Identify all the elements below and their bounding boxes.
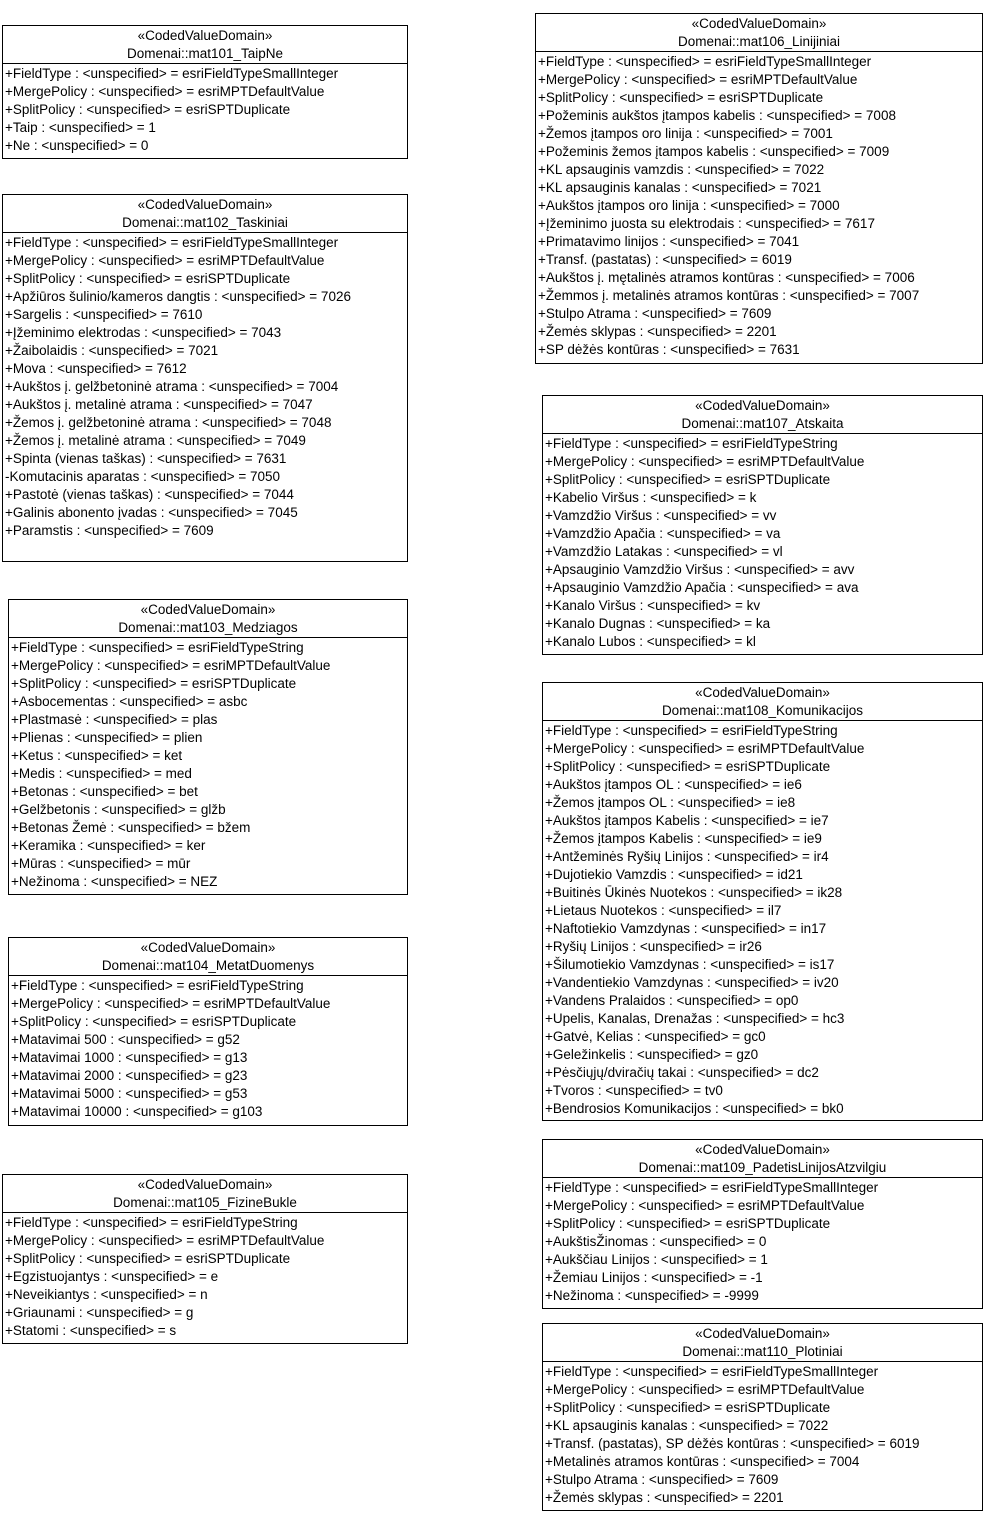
domain-stereotype: «CodedValueDomain»	[695, 398, 830, 413]
attribute-row: +Šilumotiekio Vamzdynas : <unspecified> = is17	[545, 957, 835, 972]
attribute-row: +SplitPolicy : <unspecified> = esriSPTDuplicate	[11, 676, 297, 691]
attribute-row: +Buitinės Ūkinės Nuotekos : <unspecified> = ik28	[545, 885, 843, 900]
attribute-row: +Bendrosios Komunikacijos : <unspecified> = bk0	[545, 1101, 844, 1116]
attribute-row: +Apsauginio Vamzdžio Viršus : <unspecified> = avv	[545, 562, 855, 577]
attribute-row: +Pėsčiųjų/dviračių takai : <unspecified> = dc2	[545, 1065, 819, 1080]
attribute-row: +Geležinkelis : <unspecified> = gz0	[545, 1047, 759, 1062]
attribute-row: +Žemos į. metalinė atrama : <unspecified> = 7049	[5, 433, 306, 448]
attribute-row: +FieldType : <unspecified> = esriFieldTypeString	[5, 1215, 298, 1230]
attribute-row: +Žemmos į. metalinės atramos kontūras : <unspecified> = 7007	[538, 288, 920, 303]
attribute-row: +MergePolicy : <unspecified> = esriMPTDefaultValue	[545, 454, 865, 469]
attribute-row: +Dujotiekio Vamzdis : <unspecified> = id21	[545, 867, 803, 882]
domain-title: Domenai::mat101_TaipNe	[126, 46, 284, 61]
attribute-row: +Kanalo Viršus : <unspecified> = kv	[545, 598, 761, 613]
domain-header	[543, 396, 982, 434]
attribute-row: +Aukščiau Linijos : <unspecified> = 1	[545, 1252, 768, 1267]
domain-header	[543, 1324, 982, 1362]
attribute-row: +Stulpo Atrama : <unspecified> = 7609	[538, 306, 772, 321]
attribute-row: +Ryšių Linijos : <unspecified> = ir26	[545, 939, 762, 954]
attribute-row: +Primatavimo linijos : <unspecified> = 7041	[538, 234, 800, 249]
attribute-list	[543, 721, 982, 1118]
attribute-row: +Ketus : <unspecified> = ket	[11, 748, 183, 763]
domain-stereotype: «CodedValueDomain»	[695, 685, 830, 700]
domain-header	[543, 1140, 982, 1178]
attribute-row: +Asbocementas : <unspecified> = asbc	[11, 694, 248, 709]
attribute-row: +Antžeminės Ryšių Linijos : <unspecified> = ir4	[545, 849, 829, 864]
attribute-list	[9, 976, 407, 1121]
attribute-row: +MergePolicy : <unspecified> = esriMPTDefaultValue	[545, 1198, 865, 1213]
attribute-row: +Sargelis : <unspecified> = 7610	[5, 307, 203, 322]
attribute-row: +Žemiau Linijos : <unspecified> = -1	[545, 1270, 763, 1285]
attribute-row: +Taip : <unspecified> = 1	[5, 120, 156, 135]
attribute-row: +Gatvė, Kelias : <unspecified> = gc0	[545, 1029, 766, 1044]
attribute-row: +MergePolicy : <unspecified> = esriMPTDefaultValue	[545, 741, 865, 756]
domain-box-mat106[interactable]	[535, 13, 983, 364]
attribute-row: +Matavimai 5000 : <unspecified> = g53	[11, 1086, 248, 1101]
attribute-list	[536, 52, 982, 359]
attribute-row: +SP dėžės kontūras : <unspecified> = 7631	[538, 342, 800, 357]
attribute-row: +Vamzdžio Latakas : <unspecified> = vl	[545, 544, 783, 559]
domain-box-mat103[interactable]	[8, 599, 408, 895]
attribute-row: +Transf. (pastatas), SP dėžės kontūras : <unspecified> = 6019	[545, 1436, 920, 1451]
attribute-row: +Spinta (vienas taškas) : <unspecified> = 7631	[5, 451, 287, 466]
attribute-row: +Vamzdžio Viršus : <unspecified> = vv	[545, 508, 777, 523]
attribute-row: +MergePolicy : <unspecified> = esriMPTDefaultValue	[11, 996, 331, 1011]
attribute-row: +Apsauginio Vamzdžio Apačia : <unspecified> = ava	[545, 580, 859, 595]
domain-title: Domenai::mat102_Taskiniai	[122, 215, 288, 230]
attribute-row: +Vandentiekio Vamzdynas : <unspecified> = iv20	[545, 975, 839, 990]
attribute-row: +Naftotiekio Vamzdynas : <unspecified> = in17	[545, 921, 827, 936]
attribute-row: +Medis : <unspecified> = med	[11, 766, 192, 781]
attribute-row: +MergePolicy : <unspecified> = esriMPTDefaultValue	[5, 84, 325, 99]
attribute-list	[3, 1213, 407, 1340]
attribute-row: +Griaunami : <unspecified> = g	[5, 1305, 194, 1320]
attribute-row: +Transf. (pastatas) : <unspecified> = 6019	[538, 252, 792, 267]
domain-stereotype: «CodedValueDomain»	[695, 1326, 830, 1341]
domain-stereotype: «CodedValueDomain»	[695, 1142, 830, 1157]
attribute-row: +MergePolicy : <unspecified> = esriMPTDefaultValue	[538, 72, 858, 87]
attribute-row: +Matavimai 2000 : <unspecified> = g23	[11, 1068, 248, 1083]
attribute-row: +Stulpo Atrama : <unspecified> = 7609	[545, 1472, 779, 1487]
attribute-row: +Vandens Pralaidos : <unspecified> = op0	[545, 993, 799, 1008]
attribute-row: +Vamzdžio Apačia : <unspecified> = va	[545, 526, 781, 541]
attribute-row: +KL apsauginis kanalas : <unspecified> = 7021	[538, 180, 822, 195]
domain-header	[9, 600, 407, 638]
attribute-list	[543, 434, 982, 651]
domain-box-mat108[interactable]	[542, 682, 983, 1121]
attribute-row: +SplitPolicy : <unspecified> = esriSPTDuplicate	[11, 1014, 297, 1029]
attribute-row: +Aukštos į. metalinė atrama : <unspecified> = 7047	[5, 397, 313, 412]
attribute-row: +KL apsauginis kanalas : <unspecified> = 7022	[545, 1418, 829, 1433]
attribute-row: +Nežinoma : <unspecified> = -9999	[545, 1288, 759, 1303]
attribute-row: +MergePolicy : <unspecified> = esriMPTDefaultValue	[5, 253, 325, 268]
attribute-row: +Žemos įtampos OL : <unspecified> = ie8	[545, 795, 796, 810]
attribute-row: +Plastmasė : <unspecified> = plas	[11, 712, 218, 727]
attribute-row: +Kanalo Dugnas : <unspecified> = ka	[545, 616, 771, 631]
attribute-row: +FieldType : <unspecified> = esriFieldTypeString	[11, 978, 304, 993]
attribute-row: +Požeminis aukštos įtampos kabelis : <unspecified> = 7008	[538, 108, 896, 123]
domain-box-mat110[interactable]	[542, 1323, 983, 1511]
attribute-list	[3, 233, 407, 540]
attribute-row: +SplitPolicy : <unspecified> = esriSPTDuplicate	[545, 472, 831, 487]
attribute-row: +Neveikiantys : <unspecified> = n	[5, 1287, 208, 1302]
attribute-row: +Lietaus Nuotekos : <unspecified> = il7	[545, 903, 782, 918]
attribute-row: +SplitPolicy : <unspecified> = esriSPTDuplicate	[538, 90, 824, 105]
attribute-row: +Kanalo Lubos : <unspecified> = kl	[545, 634, 756, 649]
attribute-row: +Paramstis : <unspecified> = 7609	[5, 523, 214, 538]
domain-stereotype: «CodedValueDomain»	[137, 197, 273, 212]
domain-stereotype: «CodedValueDomain»	[140, 940, 276, 955]
attribute-row: +SplitPolicy : <unspecified> = esriSPTDuplicate	[5, 102, 291, 117]
attribute-row: +Žemos įtampos oro linija : <unspecified> = 7001	[538, 126, 833, 141]
attribute-row: +Tvoros : <unspecified> = tv0	[545, 1083, 723, 1098]
attribute-row: +Matavimai 10000 : <unspecified> = g103	[11, 1104, 263, 1119]
attribute-row: +MergePolicy : <unspecified> = esriMPTDefaultValue	[11, 658, 331, 673]
attribute-row: +Betonas Žemė : <unspecified> = bžem	[11, 820, 251, 835]
domain-title: Domenai::mat110_Plotiniai	[682, 1344, 843, 1359]
attribute-row: +Aukštos į. gelžbetoninė atrama : <unspecified> = 7004	[5, 379, 339, 394]
attribute-row: +FieldType : <unspecified> = esriFieldTypeSmallInteger	[538, 54, 872, 69]
attribute-row: +SplitPolicy : <unspecified> = esriSPTDuplicate	[5, 1251, 291, 1266]
domain-title: Domenai::mat107_Atskaita	[681, 416, 844, 431]
attribute-row: +AukštisŽinomas : <unspecified> = 0	[545, 1234, 767, 1249]
domain-box-mat107[interactable]	[542, 395, 983, 655]
domain-header	[3, 26, 407, 64]
attribute-row: +Žemos į. gelžbetoninė atrama : <unspecified> = 7048	[5, 415, 332, 430]
attribute-row: -Komutacinis aparatas : <unspecified> = 7050	[5, 469, 281, 484]
attribute-row: +Plienas : <unspecified> = plien	[11, 730, 203, 745]
attribute-row: +Ne : <unspecified> = 0	[5, 138, 149, 153]
attribute-row: +Aukštos įtampos oro linija : <unspecified> = 7000	[538, 198, 840, 213]
domain-header	[3, 1175, 407, 1213]
domain-title: Domenai::mat109_PadetisLinijosAtzvilgiu	[638, 1160, 887, 1175]
attribute-row: +Įžeminimo elektrodas : <unspecified> = 7043	[5, 325, 282, 340]
attribute-row: +FieldType : <unspecified> = esriFieldTypeString	[11, 640, 304, 655]
attribute-row: +Pastotė (vienas taškas) : <unspecified> = 7044	[5, 487, 294, 502]
domain-title: Domenai::mat105_FizineBukle	[113, 1195, 297, 1210]
attribute-row: +Aukštos įtampos Kabelis : <unspecified> = ie7	[545, 813, 829, 828]
attribute-row: +Matavimai 1000 : <unspecified> = g13	[11, 1050, 248, 1065]
attribute-row: +Žemos įtampos Kabelis : <unspecified> = ie9	[545, 831, 822, 846]
domain-header	[543, 683, 982, 721]
attribute-list	[543, 1362, 982, 1507]
attribute-row: +Keramika : <unspecified> = ker	[11, 838, 206, 853]
attribute-row: +SplitPolicy : <unspecified> = esriSPTDuplicate	[5, 271, 291, 286]
domain-title: Domenai::mat106_Linijiniai	[677, 34, 841, 49]
attribute-row: +Žaibolaidis : <unspecified> = 7021	[5, 343, 219, 358]
attribute-row: +Žemės sklypas : <unspecified> = 2201	[545, 1490, 784, 1505]
attribute-row: +Matavimai 500 : <unspecified> = g52	[11, 1032, 240, 1047]
attribute-row: +MergePolicy : <unspecified> = esriMPTDefaultValue	[545, 1382, 865, 1397]
domain-box-mat104[interactable]	[8, 937, 408, 1126]
attribute-list	[3, 64, 407, 155]
domain-box-mat101[interactable]	[2, 25, 408, 159]
attribute-row: +FieldType : <unspecified> = esriFieldTypeString	[545, 436, 838, 451]
domain-box-mat109[interactable]	[542, 1139, 983, 1309]
attribute-row: +FieldType : <unspecified> = esriFieldTypeSmallInteger	[5, 66, 339, 81]
attribute-row: +Požeminis žemos įtampos kabelis : <unspecified> = 7009	[538, 144, 890, 159]
attribute-row: +FieldType : <unspecified> = esriFieldTypeSmallInteger	[545, 1364, 879, 1379]
attribute-row: +Gelžbetonis : <unspecified> = glžb	[11, 802, 226, 817]
attribute-row: +Apžiūros šulinio/kameros dangtis : <unspecified> = 7026	[5, 289, 351, 304]
attribute-list	[9, 638, 407, 891]
attribute-row: +Galinis abonento įvadas : <unspecified> = 7045	[5, 505, 298, 520]
attribute-row: +Aukštos įtampos OL : <unspecified> = ie6	[545, 777, 802, 792]
attribute-row: +FieldType : <unspecified> = esriFieldTypeSmallInteger	[545, 1180, 879, 1195]
attribute-row: +Įžeminimo juosta su elektrodais : <unspecified> = 7617	[538, 216, 875, 231]
domain-title: Domenai::mat104_MetatDuomenys	[101, 958, 315, 973]
attribute-row: +Nežinoma : <unspecified> = NEZ	[11, 874, 218, 889]
domain-box-mat105[interactable]	[2, 1174, 408, 1344]
domain-header	[3, 195, 407, 233]
attribute-row: +Kabelio Viršus : <unspecified> = k	[545, 490, 757, 505]
domain-header	[536, 14, 982, 52]
attribute-list	[543, 1178, 982, 1305]
domain-header	[9, 938, 407, 976]
attribute-row: +SplitPolicy : <unspecified> = esriSPTDuplicate	[545, 1400, 831, 1415]
domain-stereotype: «CodedValueDomain»	[140, 602, 276, 617]
attribute-row: +MergePolicy : <unspecified> = esriMPTDefaultValue	[5, 1233, 325, 1248]
attribute-row: +Mova : <unspecified> = 7612	[5, 361, 187, 376]
attribute-row: +Metalinės atramos kontūras : <unspecified> = 7004	[545, 1454, 860, 1469]
attribute-row: +SplitPolicy : <unspecified> = esriSPTDuplicate	[545, 1216, 831, 1231]
attribute-row: +FieldType : <unspecified> = esriFieldTypeSmallInteger	[5, 235, 339, 250]
attribute-row: +KL apsauginis vamzdis : <unspecified> = 7022	[538, 162, 825, 177]
attribute-row: +FieldType : <unspecified> = esriFieldTypeString	[545, 723, 838, 738]
domain-box-mat102[interactable]	[2, 194, 408, 562]
domain-title: Domenai::mat103_Medziagos	[118, 620, 298, 635]
attribute-row: +Mūras : <unspecified> = mūr	[11, 856, 191, 871]
domain-title: Domenai::mat108_Komunikacijos	[661, 703, 864, 718]
attribute-row: +Žemės sklypas : <unspecified> = 2201	[538, 324, 777, 339]
attribute-row: +Betonas : <unspecified> = bet	[11, 784, 198, 799]
domain-stereotype: «CodedValueDomain»	[691, 16, 827, 31]
attribute-row: +Upelis, Kanalas, Drenažas : <unspecified> = hc3	[545, 1011, 845, 1026]
attribute-row: +SplitPolicy : <unspecified> = esriSPTDuplicate	[545, 759, 831, 774]
domain-stereotype: «CodedValueDomain»	[137, 1177, 273, 1192]
attribute-row: +Aukštos į. mętalinės atramos kontūras : <unspecified> = 7006	[538, 270, 915, 285]
attribute-row: +Statomi : <unspecified> = s	[5, 1323, 177, 1338]
attribute-row: +Egzistuojantys : <unspecified> = e	[5, 1269, 219, 1284]
domain-stereotype: «CodedValueDomain»	[137, 28, 273, 43]
